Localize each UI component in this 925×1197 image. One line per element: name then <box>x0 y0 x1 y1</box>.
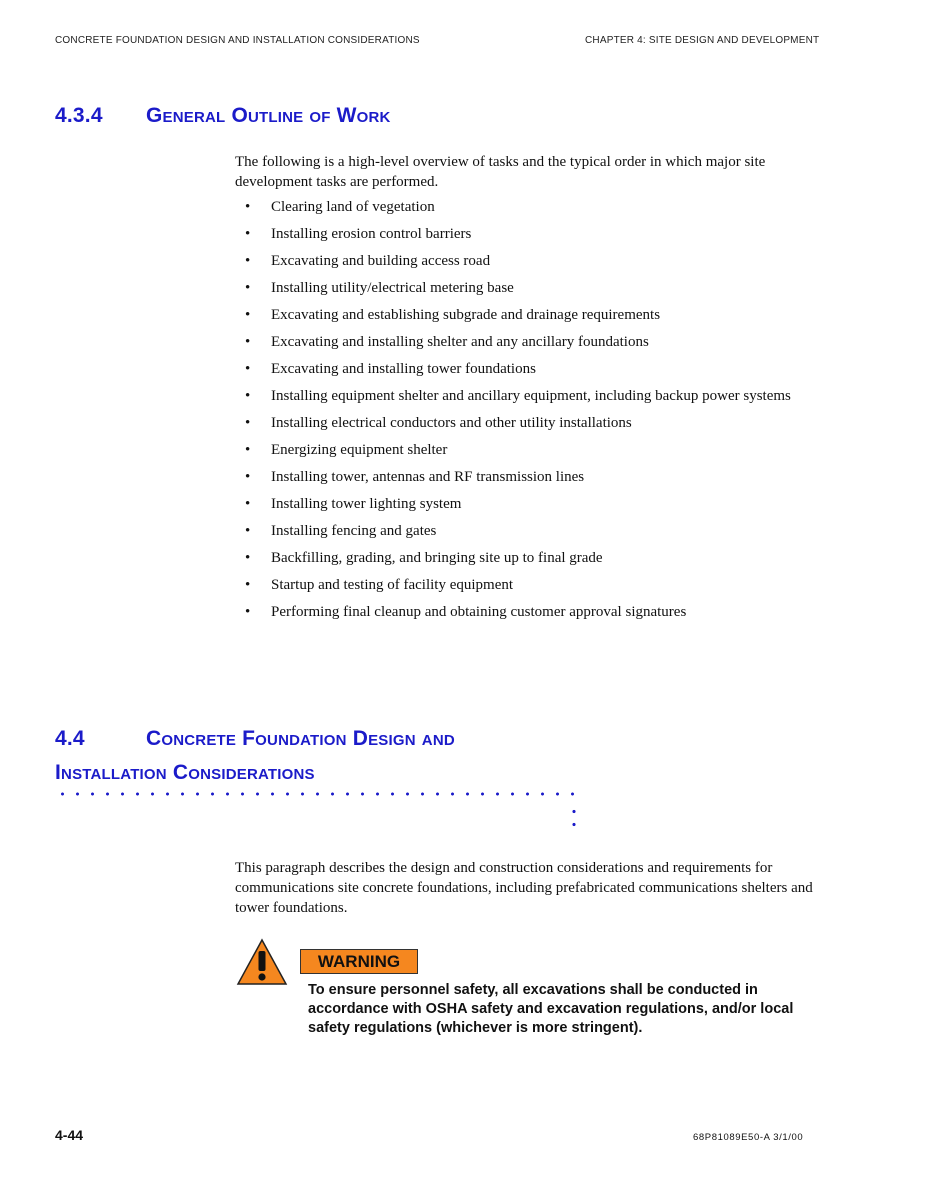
section-number-4-3-4: 4.3.4 <box>55 104 103 127</box>
list-item: • Backfilling, grading, and bringing site up to final grade <box>235 549 815 567</box>
running-header-right: CHAPTER 4: SITE DESIGN AND DEVELOPMENT <box>585 35 820 46</box>
list-item: • Energizing equipment shelter <box>235 441 815 459</box>
warning-text: To ensure personnel safety, all excavations shall be conducted in accordance with OSHA safety and excavation regulations, and/or local safety regulations (whichever is more stringent). <box>308 982 794 1036</box>
description-paragraph: This paragraph describes the design and construction considerations and requirements for communications site concrete foundations, including prefabricated communications shelters and tower foundations. <box>235 860 813 916</box>
list-item: • Excavating and installing shelter and any ancillary foundations <box>235 333 815 351</box>
list-item: • Installing tower lighting system <box>235 495 815 513</box>
page-number: 4-44 <box>55 1127 84 1143</box>
section-title-line-1: Concrete Foundation Design and <box>146 727 455 750</box>
dotted-rule <box>55 790 580 798</box>
section-title-general-outline: General Outline of Work <box>146 104 391 127</box>
dotted-rule-vertical <box>570 805 578 831</box>
list-item: • Clearing land of vegetation <box>235 198 815 216</box>
section-number-4-4: 4.4 <box>55 727 85 750</box>
list-item: • Installing equipment shelter and ancillary equipment, including backup power systems <box>235 387 815 405</box>
list-item: • Startup and testing of facility equipment <box>235 576 815 594</box>
list-item: • Installing utility/electrical metering base <box>235 279 815 297</box>
intro-paragraph: The following is a high-level overview of tasks and the typical order in which major site development tasks are performed. <box>235 154 766 190</box>
list-item: • Installing erosion control barriers <box>235 225 815 243</box>
warning-badge: WARNING <box>300 949 418 974</box>
list-item: • Excavating and installing tower foundations <box>235 360 815 378</box>
section-title-line-2: Installation Considerations <box>55 761 315 784</box>
task-list <box>235 198 815 630</box>
list-item: • Excavating and building access road <box>235 252 815 270</box>
running-header-left: CONCRETE FOUNDATION DESIGN AND INSTALLATION CONSIDERATIONS <box>55 35 420 46</box>
list-item: • Performing final cleanup and obtaining customer approval signatures <box>235 603 815 621</box>
document-id: 68P81089E50-A 3/1/00 <box>693 1132 804 1143</box>
list-item: • Excavating and establishing subgrade and drainage requirements <box>235 306 815 324</box>
warning-triangle-icon <box>236 938 288 986</box>
list-item: • Installing tower, antennas and RF transmission lines <box>235 468 815 486</box>
list-item: • Installing fencing and gates <box>235 522 815 540</box>
list-item: • Installing electrical conductors and other utility installations <box>235 414 815 432</box>
